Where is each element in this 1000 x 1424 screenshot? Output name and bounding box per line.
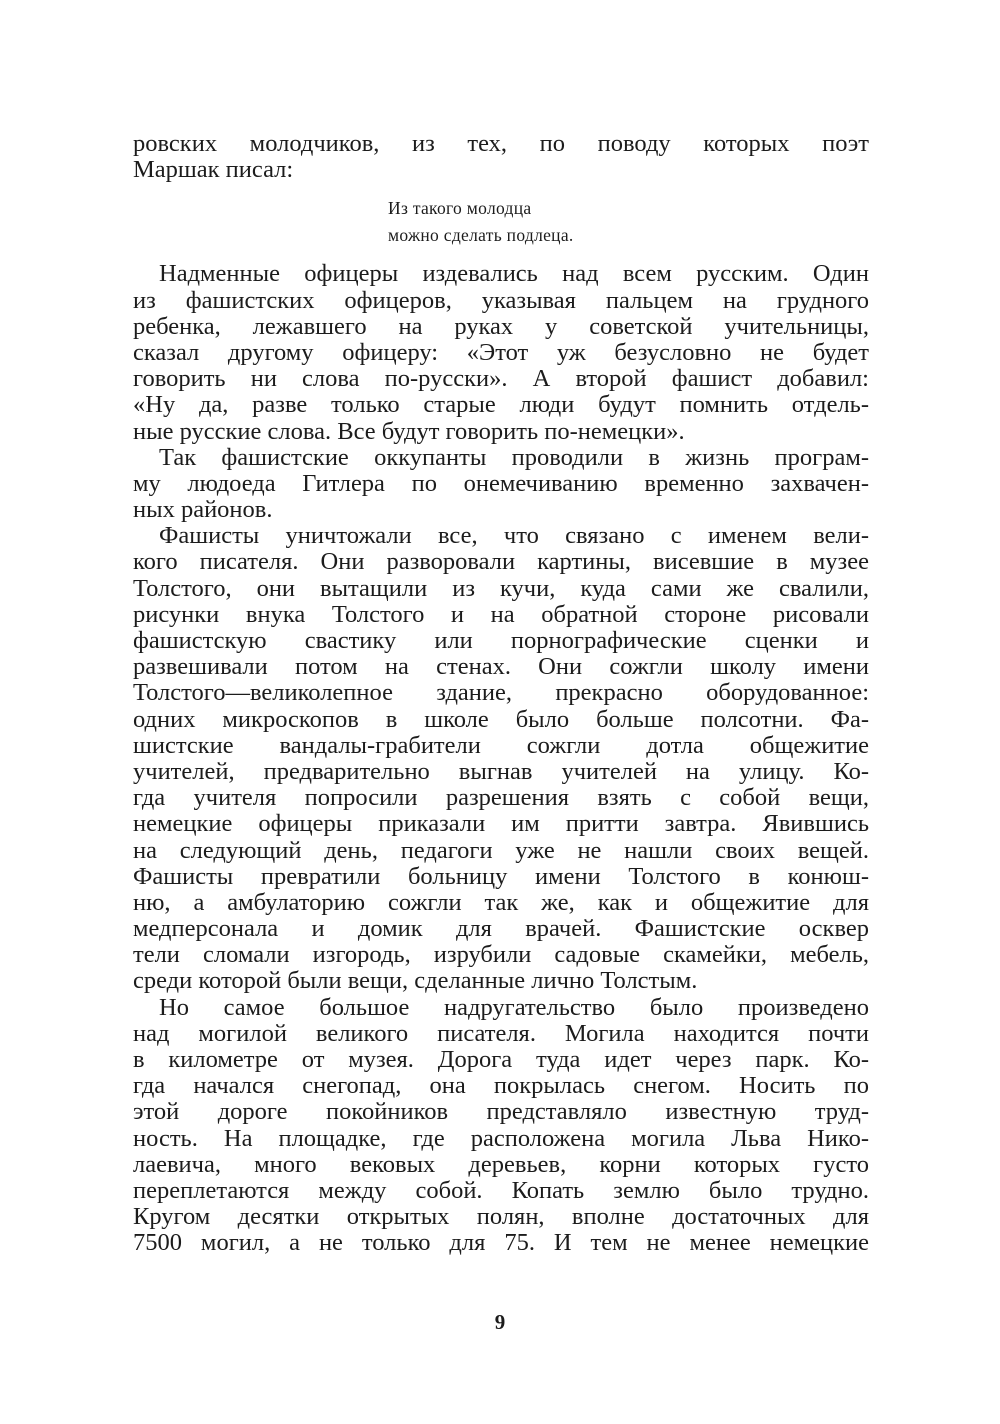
paragraph-4 bbox=[133, 995, 869, 1257]
text-line: Кругом десятки открытых полян, вполне достаточных для bbox=[133, 1203, 869, 1231]
poem-quote bbox=[133, 195, 869, 249]
text-line: ню, а амбулаторию сожгли так же, как и общежитие для bbox=[133, 888, 869, 916]
text-line: кого писателя. Они разворовали картины, висевшие в музее bbox=[133, 548, 869, 576]
text-line: ребенка, лежавшего на руках у советской учительницы, bbox=[133, 312, 869, 340]
text-line: шистские вандалы-грабители сожгли дотла общежитие bbox=[133, 731, 869, 759]
text-line: Но самое большое надругательство было произведено bbox=[159, 993, 869, 1021]
page-number: 9 bbox=[494, 1310, 506, 1334]
text-line: рисунки внука Толстого и на обратной стороне рисовали bbox=[133, 600, 869, 628]
text-line: Фашисты превратили больницу имени Толстого в конюш- bbox=[133, 862, 869, 890]
text-line: фашистскую свастику или порнографические сценки и bbox=[133, 627, 869, 654]
paragraph-1 bbox=[133, 261, 869, 444]
page-body bbox=[133, 131, 869, 1257]
text-line: Надменные офицеры издевались над всем русским. Один bbox=[159, 260, 869, 288]
poem-line: можно сделать подлеца. bbox=[388, 225, 574, 246]
text-line: переплетаются между собой. Копать землю было трудно. bbox=[133, 1176, 869, 1204]
text-line: ные русские слова. Все будут говорить по-немецки». bbox=[133, 417, 685, 445]
text-line: над могилой великого писателя. Могила находится почти bbox=[133, 1019, 869, 1047]
text-line: среди которой были вещи, сделанные лично Толстым. bbox=[133, 967, 698, 995]
text-line: му людоеда Гитлера по онемечиванию временно захвачен- bbox=[133, 469, 869, 497]
paragraph-2 bbox=[133, 445, 869, 524]
text-line: говорить ни слова по-русски». А второй фашист добавил: bbox=[133, 365, 869, 393]
text-line: одних микроскопов в школе было больше полсотни. Фа- bbox=[133, 705, 869, 733]
text-line: Толстого, они вытащили из кучи, куда сами же свалили, bbox=[133, 574, 869, 602]
text-line: этой дороге покойников представляло известную труд- bbox=[133, 1098, 869, 1126]
text-line: тели сломали изгородь, изрубили садовые скамейки, мебель, bbox=[133, 941, 869, 969]
text-line: ность. На площадке, где расположена могила Льва Нико- bbox=[133, 1124, 869, 1152]
text-line: Так фашистские оккупанты проводили в жизнь програм- bbox=[159, 443, 869, 471]
text-line: немецкие офицеры приказали им притти завтра. Явившись bbox=[133, 810, 869, 838]
text-line: Маршак писал: bbox=[133, 156, 294, 184]
text-line: «Ну да, разве только старые люди будут помнить отдель- bbox=[133, 391, 869, 419]
text-line: гда начался снегопад, она покрылась снегом. Носить по bbox=[133, 1072, 869, 1100]
text-line: лаевича, много вековых деревьев, корни которых густо bbox=[133, 1150, 869, 1178]
text-line: на следующий день, педагоги уже не нашли своих вещей. bbox=[133, 836, 869, 864]
text-line: развешивали потом на стенах. Они сожгли школу имени bbox=[133, 653, 869, 681]
text-line: 7500 могил, а не только для 75. И тем не менее немецкие bbox=[133, 1229, 869, 1257]
text-line: Фашисты уничтожали все, что связано с именем вели- bbox=[159, 522, 869, 550]
text-line: гда учителя попросили разрешения взять с собой вещи, bbox=[133, 784, 869, 812]
opening-lines bbox=[133, 131, 869, 183]
text-line: в километре от музея. Дорога туда идет через парк. Ко- bbox=[133, 1046, 869, 1073]
text-line: Толстого—великолепное здание, прекрасно оборудованное: bbox=[133, 679, 869, 707]
text-line: сказал другому офицеру: «Этот уж безусловно не будет bbox=[133, 338, 869, 366]
text-line: ровских молодчиков, из тех, по поводу которых поэт bbox=[133, 130, 869, 157]
text-line: учителей, предварительно выгнав учителей на улицу. Ко- bbox=[133, 757, 869, 785]
text-line: медперсонала и домик для врачей. Фашистские осквер bbox=[133, 915, 869, 943]
paragraph-3 bbox=[133, 523, 869, 994]
text-line: из фашистских офицеров, указывая пальцем на грудного bbox=[133, 286, 869, 314]
text-line: ных районов. bbox=[133, 496, 273, 524]
poem-line: Из такого молодца bbox=[388, 198, 532, 219]
